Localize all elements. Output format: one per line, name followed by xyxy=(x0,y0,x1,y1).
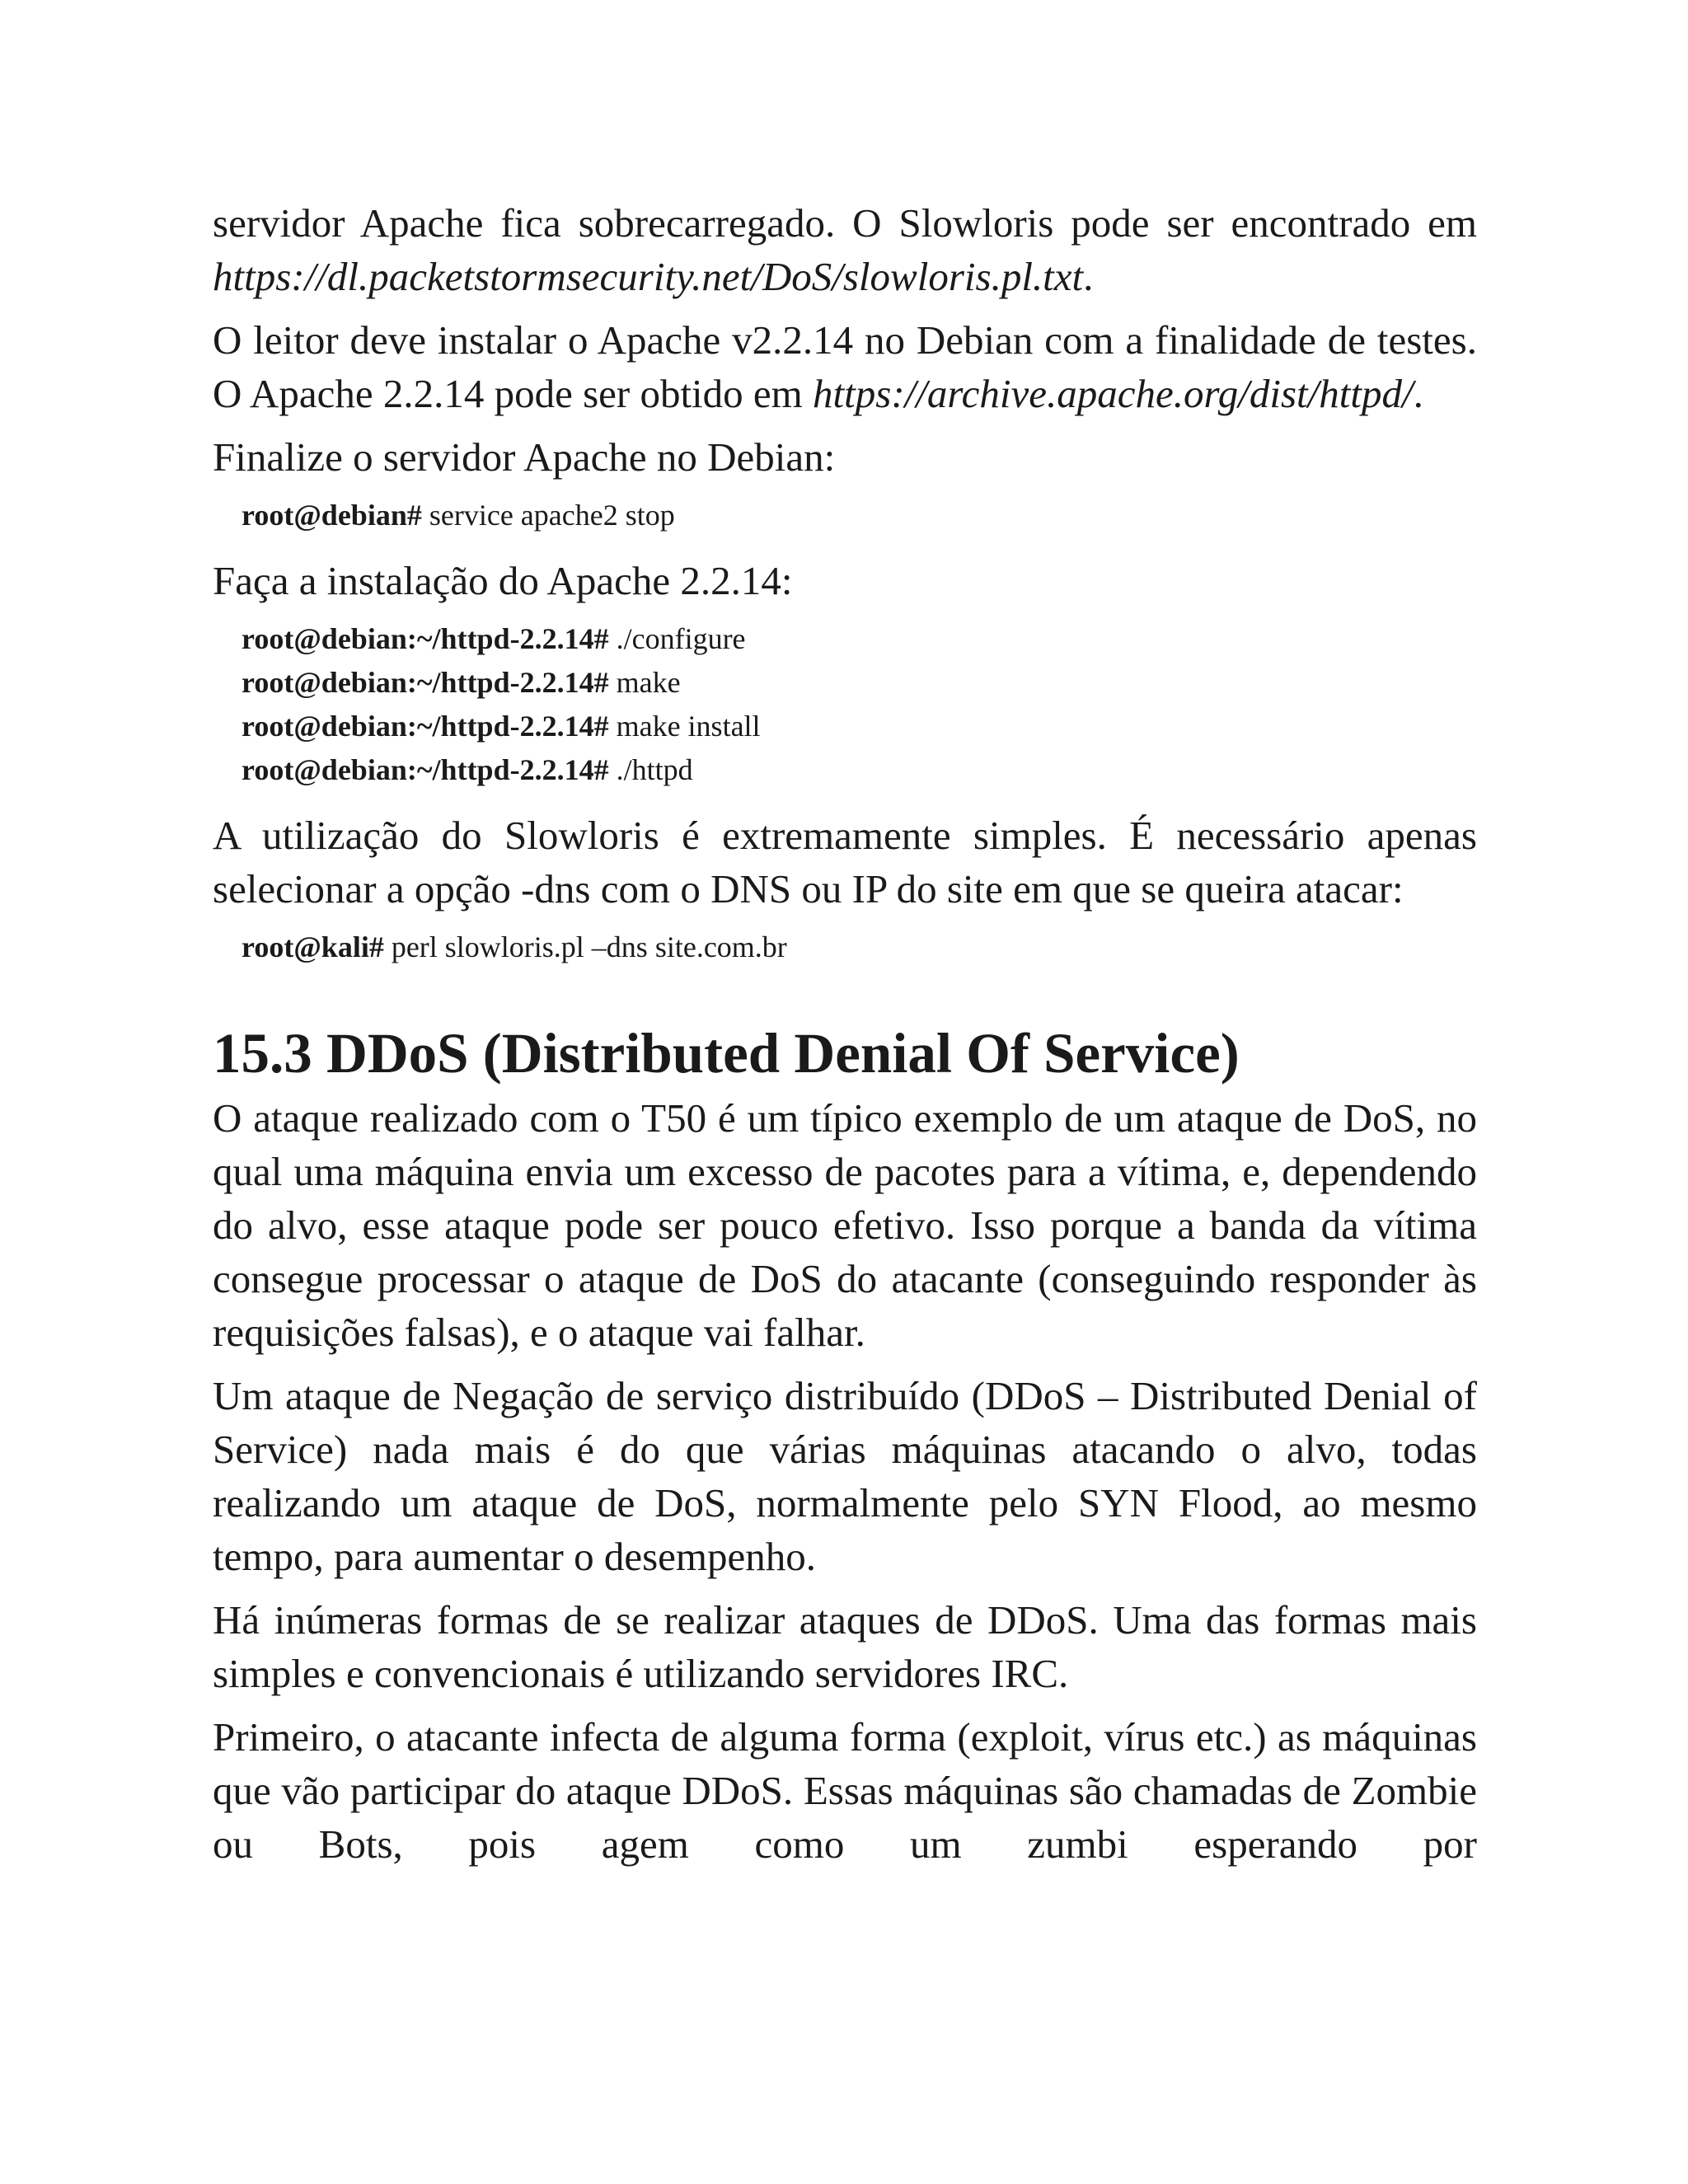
code-line xyxy=(241,705,1477,748)
shell-command: make xyxy=(608,666,681,699)
code-block-stop-apache xyxy=(241,494,1477,537)
paragraph-t50-dos: O ataque realizado com o T50 é um típico exemplo de um ataque de DoS, no qual uma máquina envia um excesso de pacotes para a vítima, e, dependendo do alvo, esse ataque pode ser pouco efetivo. Isso porque a banda da vítima consegue processar o ataque de DoS do atacante (conseguindo responder às requisições falsas), e o ataque vai falhar. xyxy=(213,1095,1477,1355)
paragraph-stop-apache: Finalize o servidor Apache no Debian: xyxy=(213,434,836,480)
shell-prompt: root@debian:~/httpd-2.2.14# xyxy=(241,666,609,699)
slowloris-url: https://dl.packetstormsecurity.net/DoS/slowloris.pl.txt xyxy=(213,254,1084,299)
code-block-install-apache xyxy=(241,617,1477,792)
paragraph-apache-install xyxy=(213,313,1477,420)
code-line xyxy=(241,617,1477,661)
paragraph-slowloris-source xyxy=(213,196,1477,303)
paragraph-text: O leitor deve instalar o Apache v2.2.14 no Debian com a finalidade de testes. O Apache 2.2.14 pode ser obtido em xyxy=(213,317,1477,416)
shell-command: make install xyxy=(608,710,761,743)
shell-prompt: root@kali# xyxy=(241,930,384,963)
code-line xyxy=(241,926,1477,969)
paragraph-install-apache: Faça a instalação do Apache 2.2.14: xyxy=(213,558,793,603)
code-line xyxy=(241,748,1477,792)
shell-prompt: root@debian:~/httpd-2.2.14# xyxy=(241,753,609,786)
code-line xyxy=(241,661,1477,705)
shell-command: perl slowloris.pl –dns site.com.br xyxy=(383,930,787,963)
paragraph-zombie-bots: Primeiro, o atacante infecta de alguma forma (exploit, vírus etc.) as máquinas que vão participar do ataque DDoS. Essas máquinas são chamadas de Zombie ou Bots, pois agem como um zumbi esperando por xyxy=(213,1714,1477,1867)
code-line xyxy=(241,494,1477,537)
code-block-slowloris xyxy=(241,926,1477,969)
section-heading: 15.3 DDoS (Distributed Denial Of Service) xyxy=(213,1022,1240,1085)
paragraph-ddos-definition: Um ataque de Negação de serviço distribuído (DDoS – Distributed Denial of Service) nada mais é do que várias máquinas atacando o alvo, todas realizando um ataque de DoS, normalmente pelo SYN Flood, ao mesmo tempo, para aumentar o desempenho. xyxy=(213,1373,1477,1579)
shell-prompt: root@debian:~/httpd-2.2.14# xyxy=(241,622,609,655)
paragraph-ddos-forms: Há inúmeras formas de se realizar ataques de DDoS. Uma das formas mais simples e convencionais é utilizando servidores IRC. xyxy=(213,1597,1477,1696)
paragraph-text: servidor Apache fica sobrecarregado. O Slowloris pode ser encontrado em xyxy=(213,200,1477,246)
apache-archive-url: https://archive.apache.org/dist/httpd/ xyxy=(813,371,1414,416)
document-page xyxy=(213,196,1477,1881)
paragraph-end: . xyxy=(1083,254,1094,299)
shell-prompt: root@debian:~/httpd-2.2.14# xyxy=(241,710,609,743)
shell-command: service apache2 stop xyxy=(421,499,675,532)
shell-command: ./configure xyxy=(608,622,746,655)
shell-prompt: root@debian# xyxy=(241,499,422,532)
paragraph-end: . xyxy=(1413,371,1423,416)
paragraph-slowloris-usage: A utilização do Slowloris é extremamente simples. É necessário apenas selecionar a opção -dns com o DNS ou IP do site em que se queira atacar: xyxy=(213,813,1477,912)
shell-command: ./httpd xyxy=(608,753,693,786)
